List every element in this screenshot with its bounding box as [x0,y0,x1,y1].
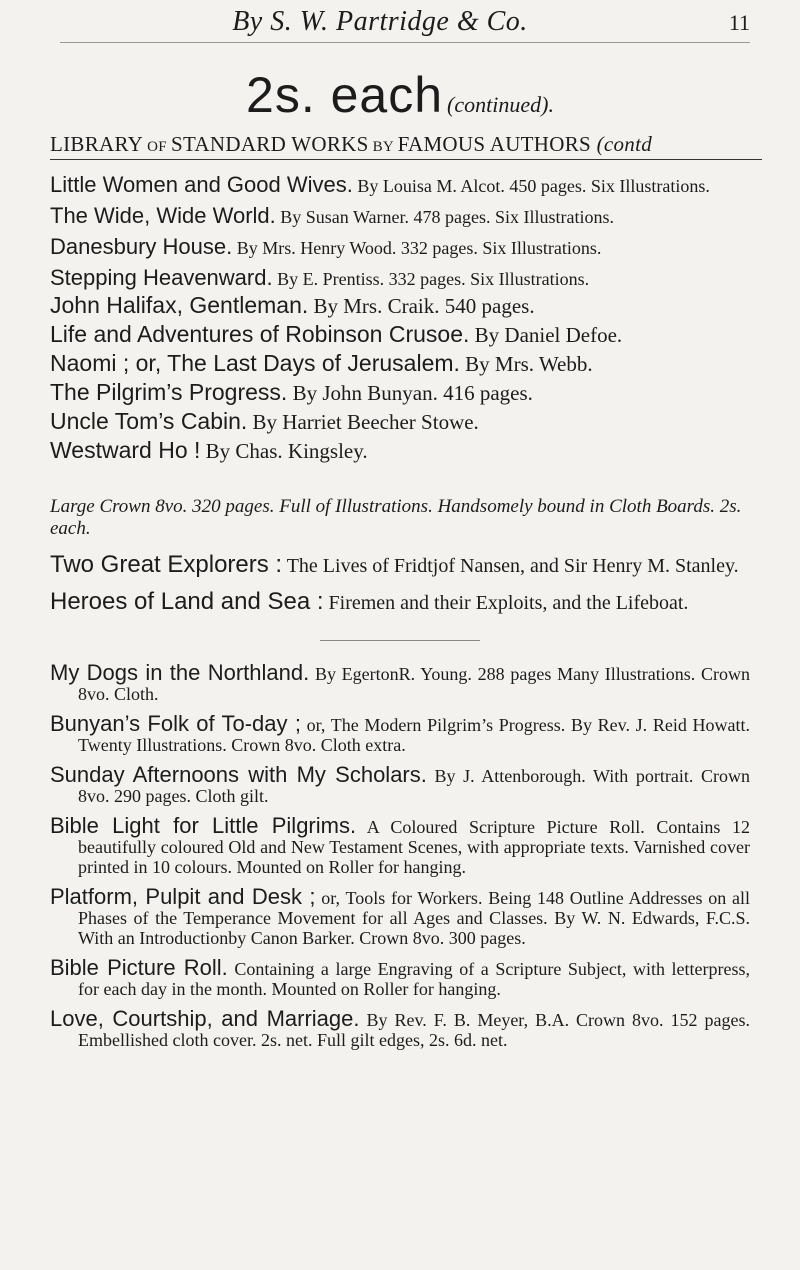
book-entry: Love, Courtship, and Marriage. By Rev. F. B. Meyer, B.A. Crown 8vo. 152 pages. Embellished cloth cover. 2s. net. Full gilt edges, 2s. 6d. net. [50,1006,750,1050]
of-word: OF [143,139,171,155]
standard-works: STANDARD WORKS [171,132,369,156]
book-entry: Platform, Pulpit and Desk ; or, Tools for Workers. Being 148 Outline Addresses on all Phases of the Temperance Movement for all Ages and Classes. By W. N. Edwards, F.C.S. With an Introductionby Canon Barker. Crown 8vo. 300 pages. [50,884,750,948]
misc-list [50,660,750,1050]
continued-note: (continued). [447,92,554,117]
running-head [50,0,750,44]
format-note: Large Crown 8vo. 320 pages. Full of Illustrations. Handsomely bound in Cloth Boards. 2s. each. [50,496,742,539]
book-entry: The Pilgrim’s Progress. By John Bunyan. 416 pages. [50,379,533,405]
book-entry: Uncle Tom’s Cabin. By Harriet Beecher Stowe. [50,408,479,434]
publisher-title: By S. W. Partridge & Co. [232,6,528,37]
price-label: 2s. each [246,67,444,123]
explorers-list [50,551,750,615]
book-entry: Life and Adventures of Robinson Crusoe. By Daniel Defoe. [50,321,623,347]
book-entry: Sunday Afternoons with My Scholars. By J. Attenborough. With portrait. Crown 8vo. 290 pages. Cloth gilt. [50,762,750,806]
by-word: BY [368,139,398,155]
book-entry: Bible Light for Little Pilgrims. A Coloured Scripture Picture Roll. Contains 12 beautifully coloured Old and New Testament Scenes, with appropriate texts. Varnished cover printed in 10 colours. Mounted on Roller for hanging. [50,813,750,877]
library-list [50,174,750,464]
book-entry: Bunyan’s Folk of To-day ; or, The Modern Pilgrim’s Progress. By Rev. J. Reid Howatt. Twenty Illustrations. Crown 8vo. Cloth extra. [50,711,750,755]
book-entry: Stepping Heavenward. By E. Prentiss. 332 pages. Six Illustrations. [50,265,590,290]
book-entry: Two Great Explorers : The Lives of Fridtjof Nansen, and Sir Henry M. Stanley. [50,551,739,578]
book-entry: Westward Ho ! By Chas. Kingsley. [50,437,368,463]
book-entry: Naomi ; or, The Last Days of Jerusalem. By Mrs. Webb. [50,350,593,376]
book-entry: The Wide, Wide World. By Susan Warner. 478 pages. Six Illustrations. [50,203,614,228]
library-word: LIBRARY [50,132,144,156]
library-heading [50,132,762,160]
book-entry: John Halifax, Gentleman. By Mrs. Craik. 540 pages. [50,292,535,318]
book-entry: Heroes of Land and Sea : Firemen and their Exploits, and the Lifeboat. [50,588,689,615]
page-number: 11 [728,10,750,35]
book-entry: Danesbury House. By Mrs. Henry Wood. 332 pages. Six Illustrations. [50,234,602,259]
book-entry: Bible Picture Roll. Containing a large Engraving of a Scripture Subject, with letterpress, for each day in the month. Mounted on Roller for hanging. [50,955,750,999]
catalogue-page [50,0,750,1050]
section-divider [320,640,480,641]
book-entry: My Dogs in the Northland. By EgertonR. Young. 288 pages Many Illustrations. Crown 8vo. Cloth. [50,660,750,704]
book-entry: Little Women and Good Wives. By Louisa M. Alcot. 450 pages. Six Illustrations. [50,172,710,197]
famous-authors: FAMOUS AUTHORS [397,132,591,156]
price-heading [50,66,750,126]
contd-note: (contd [596,132,653,156]
header-rule [60,42,750,43]
